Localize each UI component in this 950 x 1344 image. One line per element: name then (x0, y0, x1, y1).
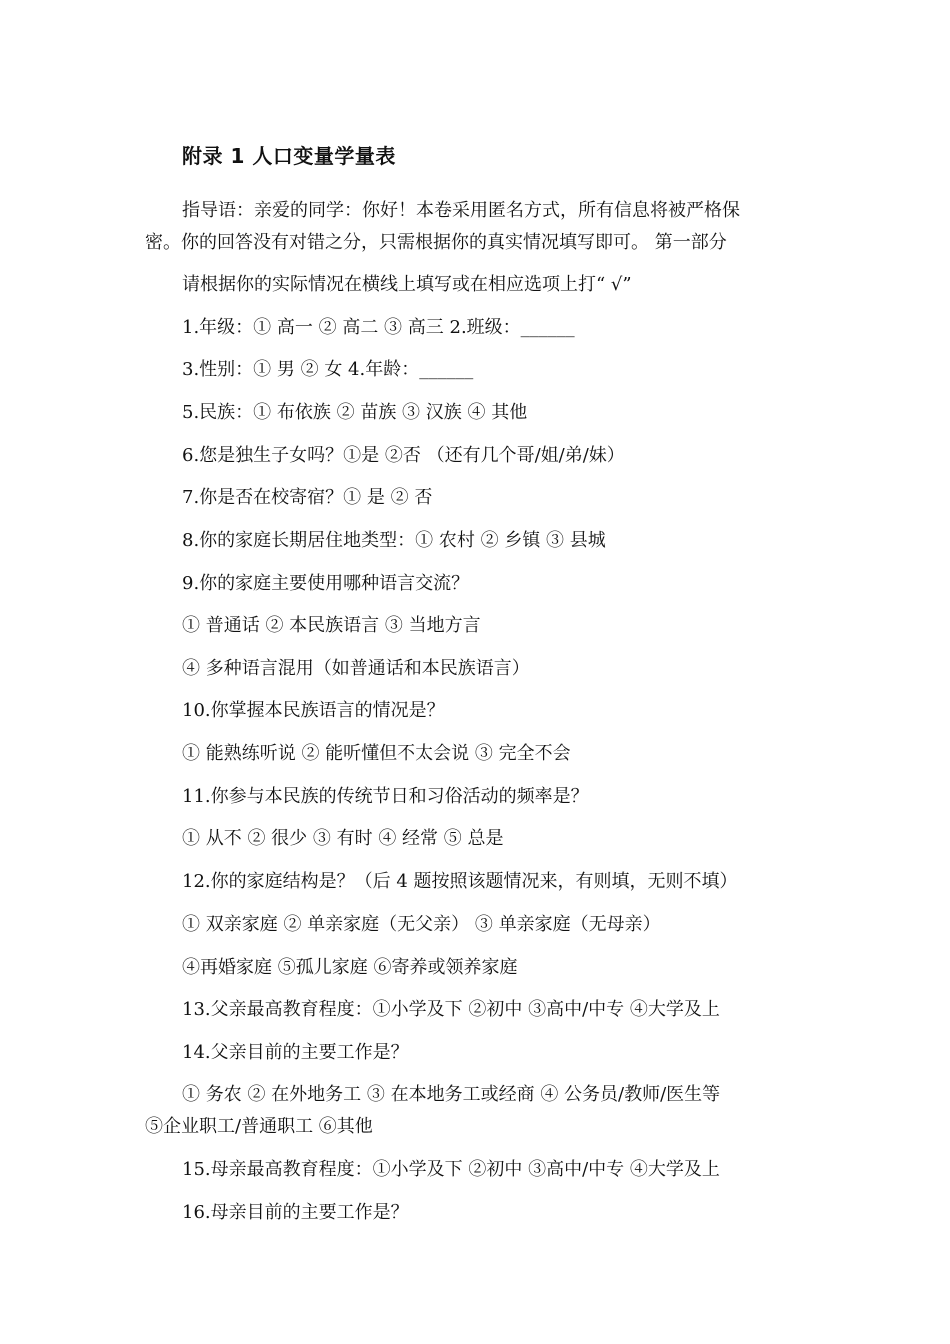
intro-text: 密。你的回答没有对错之分，只需根据你的真实情况填写即可。 第一部分 (145, 232, 727, 253)
question-item: 7.你是否在校寄宿？① 是 ② 否 (182, 487, 433, 508)
option-line: ① 普通话 ② 本民族语言 ③ 当地方言 (182, 615, 481, 636)
question-item: 15.母亲最高教育程度：①小学及下 ②初中 ③高中/中专 ④大学及上 (182, 1159, 720, 1180)
question-item: 11.你参与本民族的传统节日和习俗活动的频率是？ (182, 786, 589, 807)
option-line: ① 从不 ② 很少 ③ 有时 ④ 经常 ⑤ 总是 (182, 828, 504, 849)
question-item: 1.年级：① 高一 ② 高二 ③ 高三 2.班级：______ (182, 317, 575, 338)
question-item: 6.您是独生子女吗？①是 ②否 （还有几个哥/姐/弟/妹） (182, 445, 625, 466)
intro-text: 指导语：亲爱的同学：你好！本卷采用匿名方式，所有信息将被严格保 (182, 200, 740, 221)
question-item: 8.你的家庭长期居住地类型：① 农村 ② 乡镇 ③ 县城 (182, 530, 606, 551)
question-item: 13.父亲最高教育程度：①小学及下 ②初中 ③高中/中专 ④大学及上 (182, 999, 720, 1020)
question-item: 9.你的家庭主要使用哪种语言交流？ (182, 573, 470, 594)
option-line: ① 能熟练听说 ② 能听懂但不太会说 ③ 完全不会 (182, 743, 571, 764)
option-line: ① 务农 ② 在外地务工 ③ 在本地务工或经商 ④ 公务员/教师/医生等 (182, 1084, 721, 1105)
question-item: 3.性别：① 男 ② 女 4.年龄：______ (182, 359, 474, 380)
option-line: ① 双亲家庭 ② 单亲家庭（无父亲） ③ 单亲家庭（无母亲） (182, 914, 661, 935)
option-line: ④ 多种语言混用（如普通话和本民族语言） (182, 658, 530, 679)
option-line: ⑤企业职工/普通职工 ⑥其他 (145, 1116, 373, 1137)
question-item: 10.你掌握本民族语言的情况是？ (182, 700, 445, 721)
question-item: 14.父亲目前的主要工作是？ (182, 1042, 409, 1063)
question-item: 5.民族：① 布依族 ② 苗族 ③ 汉族 ④ 其他 (182, 402, 528, 423)
option-line: ④再婚家庭 ⑤孤儿家庭 ⑥寄养或领养家庭 (182, 957, 518, 978)
page-title: 附录 1 人口变量学量表 (182, 144, 396, 168)
question-item: 16.母亲目前的主要工作是？ (182, 1202, 409, 1223)
question-item: 12.你的家庭结构是？（后 4 题按照该题情况来，有则填，无则不填） (182, 871, 738, 892)
instruction-text: 请根据你的实际情况在横线上填写或在相应选项上打“ √” (182, 274, 632, 295)
